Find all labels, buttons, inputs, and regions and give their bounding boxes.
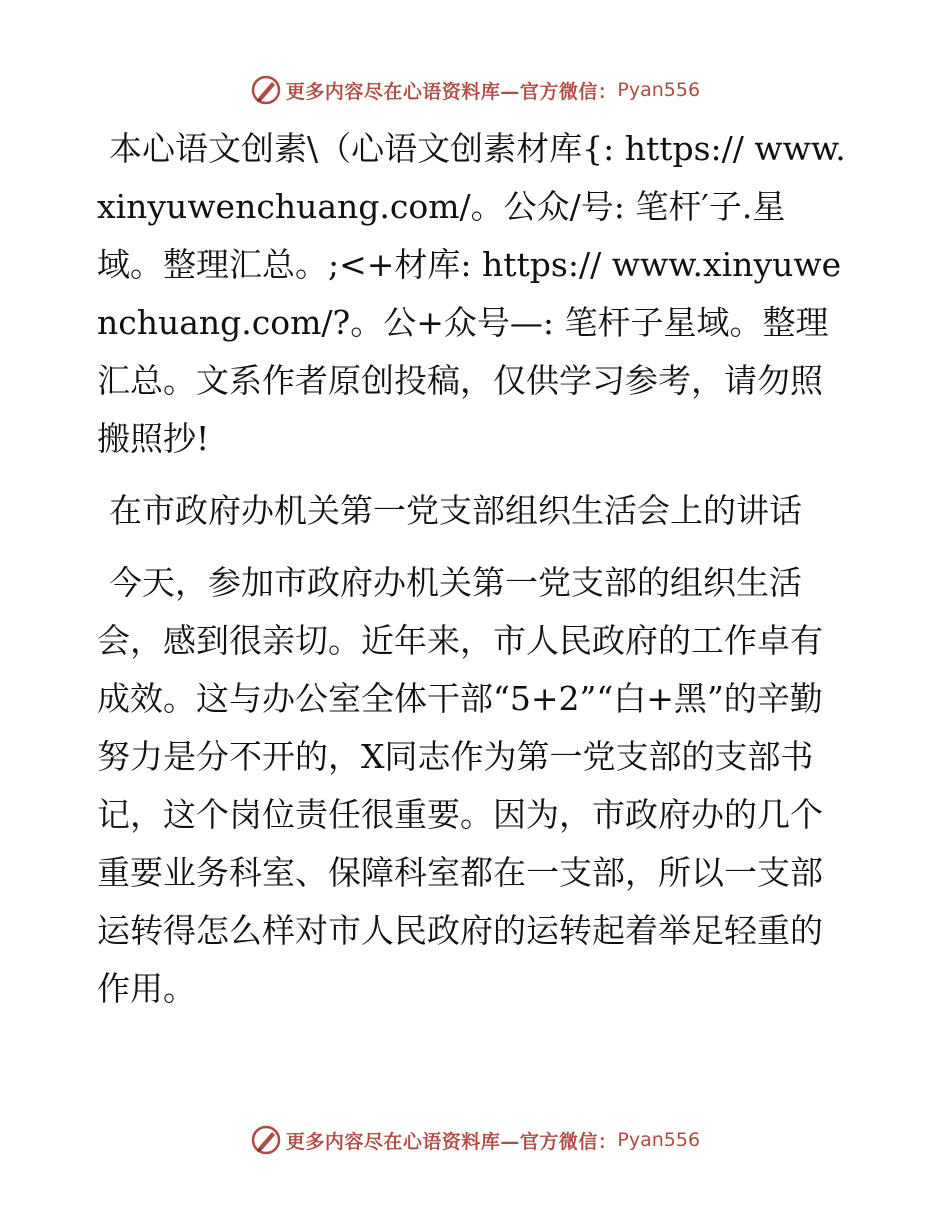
document-title: 在市政府办机关第一党支部组织生活会上的讲话 [109, 491, 802, 530]
body-paragraph: 今天，参加市政府办机关第一党支部的组织生活会，感到很亲切。近年来，市人民政府的工作卓有成效。这与办公室全体干部“5+2”“白+黑”的辛勤努力是分不开的，X同志作为第一党支部的支部书记，这个岗位责任很重要。因为，市政府办的几个重要业务科室、保障科室都在一支部，所以一支部运转得怎么样对市人民政府的运转起着举足轻重的作用。 [97, 563, 823, 1008]
header-banner [0, 70, 950, 110]
intro-paragraph: 本心语文创素\（心语文创素材库{: https:// www.xinyuwenchuang.com/。公众/号: 笔杆′子.星域。整理汇总。;<+材库: https:// www.xinyuwenchuang.com/?。公+众号—: 笔杆子星域。整理汇总。文系作者原创投稿，仅供学习参考，请勿照搬照抄! [97, 129, 846, 458]
banner-text: 更多内容尽在心语资料库—官方微信： [285, 80, 618, 103]
pen-logo-icon [250, 74, 282, 106]
banner-text: 更多内容尽在心语资料库—官方微信： [285, 1130, 618, 1153]
banner-wechat-id: Pyan556 [617, 1129, 701, 1151]
banner-wechat-id: Pyan556 [617, 79, 701, 101]
pen-logo-icon [250, 1124, 282, 1156]
footer-banner [0, 1120, 950, 1160]
document-body [97, 120, 849, 1018]
